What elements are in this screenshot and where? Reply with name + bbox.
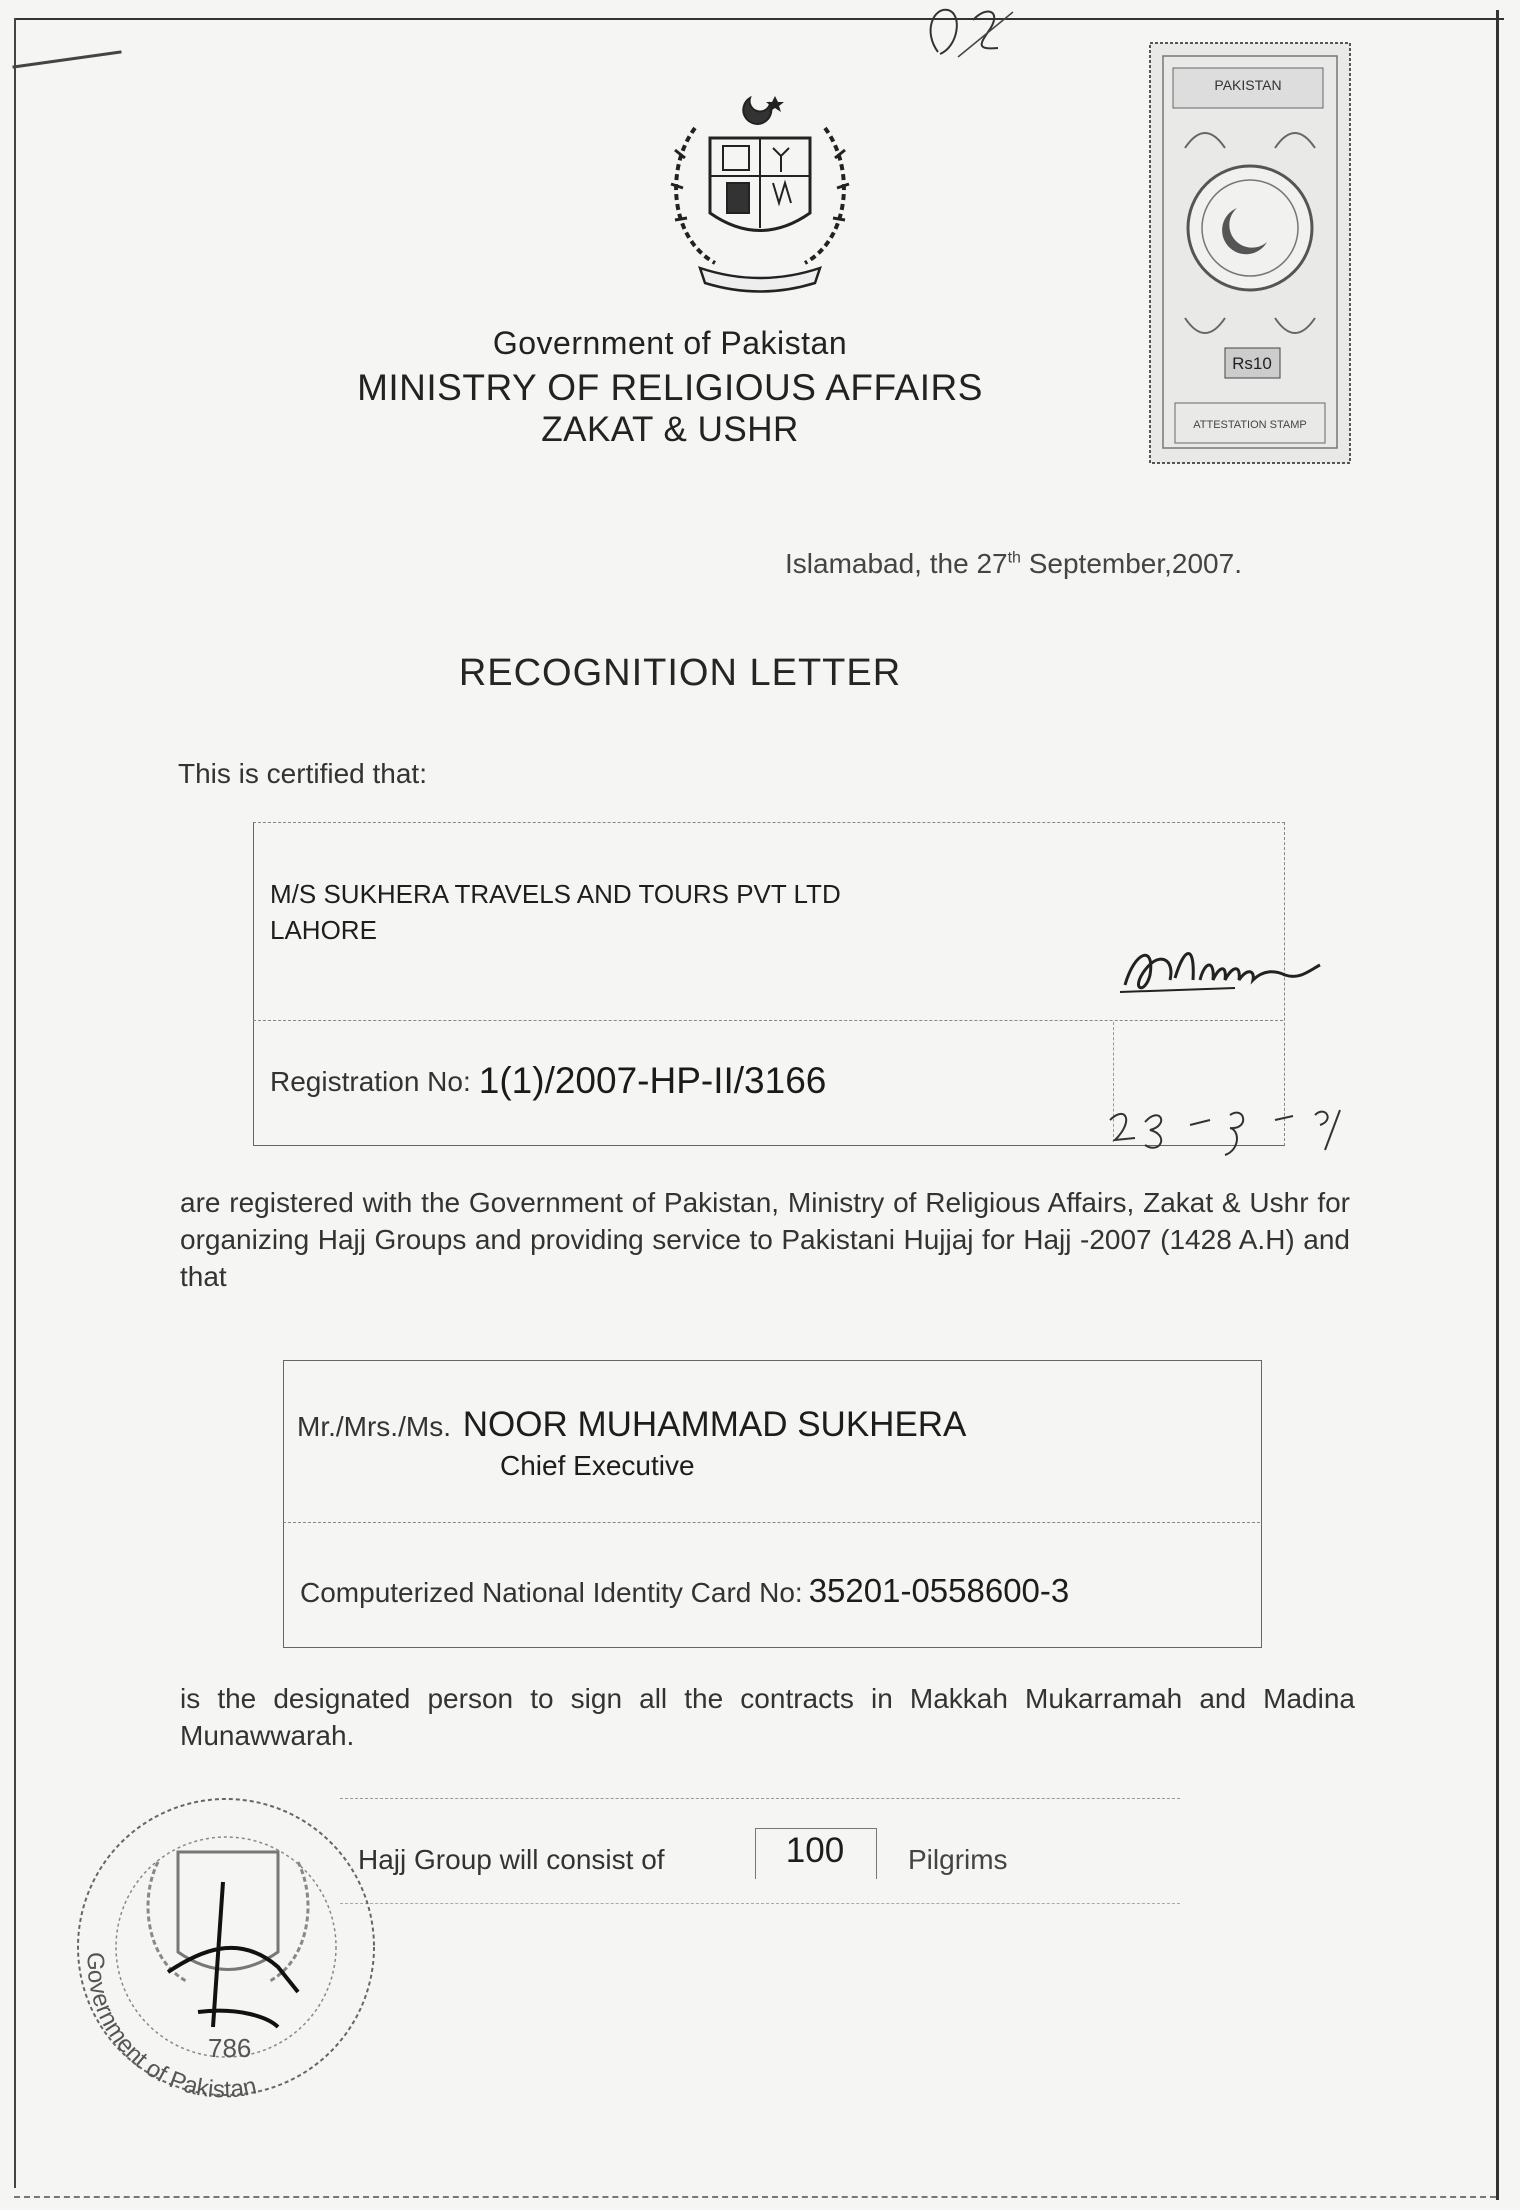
company-box-divider	[253, 1020, 1283, 1021]
person-line	[297, 1405, 966, 1445]
cnic-number: 35201-0558600-3	[808, 1572, 1070, 1609]
cnic-line	[300, 1572, 1069, 1610]
registration-paragraph: are registered with the Government of Pakistan, Ministry of Religious Affairs, Zakat & Ushr for organizing Hajj Groups and providing service to Pakistani Hujjaj for Hajj -2007 (1428 A.H) and that	[180, 1187, 1350, 1292]
person-title: Chief Executive	[500, 1450, 695, 1481]
seal-text: Government of Pakistan	[81, 1951, 260, 2104]
seal-number: 786	[208, 2033, 252, 2063]
registration-line	[270, 1060, 826, 1102]
page-edge-right	[1496, 10, 1499, 2200]
header-ministry: MINISTRY OF RELIGIOUS AFFAIRS	[357, 367, 983, 408]
cnic-label: Computerized National Identity Card No:	[300, 1577, 803, 1608]
registration-label: Registration No:	[270, 1066, 471, 1097]
header-government: Government of Pakistan	[492, 325, 848, 361]
state-emblem-icon	[655, 88, 865, 308]
handwritten-note	[918, 2, 1028, 62]
intro-text: This is certified that:	[178, 758, 427, 789]
company-city: LAHORE	[270, 915, 377, 945]
group-count: 100	[785, 1831, 845, 1870]
person-salutation: Mr./Mrs./Ms.	[297, 1411, 451, 1442]
registration-number: 1(1)/2007-HP-II/3166	[478, 1060, 827, 1101]
stamp-value: Rs10	[1232, 354, 1272, 373]
designation-paragraph: is the designated person to sign all the contracts in Makkah Mukarramah and Madina Munawwarah.	[180, 1683, 1355, 1751]
group-unit: Pilgrims	[908, 1844, 1008, 1875]
scan-mark	[12, 50, 121, 68]
header-division: ZAKAT & USHR	[541, 410, 799, 449]
handwritten-signature	[1115, 930, 1335, 1010]
letter-title: RECOGNITION LETTER	[458, 652, 902, 694]
dateline	[785, 548, 1242, 580]
official-seal	[48, 1782, 400, 2112]
stamp-label: ATTESTATION STAMP	[1193, 419, 1307, 431]
group-label: Hajj Group will consist of	[358, 1844, 665, 1875]
dateline-suffix: th	[1007, 549, 1021, 567]
handwritten-signature-date	[1090, 1100, 1390, 1160]
person-name: NOOR MUHAMMAD SUKHERA	[462, 1405, 967, 1444]
seal-text-arc	[82, 1952, 259, 2104]
person-box-divider	[283, 1522, 1260, 1523]
company-block	[270, 876, 841, 948]
dateline-rest: September,2007.	[1020, 548, 1242, 579]
company-name: M/S SUKHERA TRAVELS AND TOURS PVT LTD	[270, 879, 841, 909]
page-edge-top	[14, 18, 1504, 20]
stamp-country: PAKISTAN	[1214, 77, 1282, 93]
dateline-prefix: Islamabad, the 27	[785, 548, 1008, 579]
page-edge-bottom	[14, 2196, 1496, 2198]
